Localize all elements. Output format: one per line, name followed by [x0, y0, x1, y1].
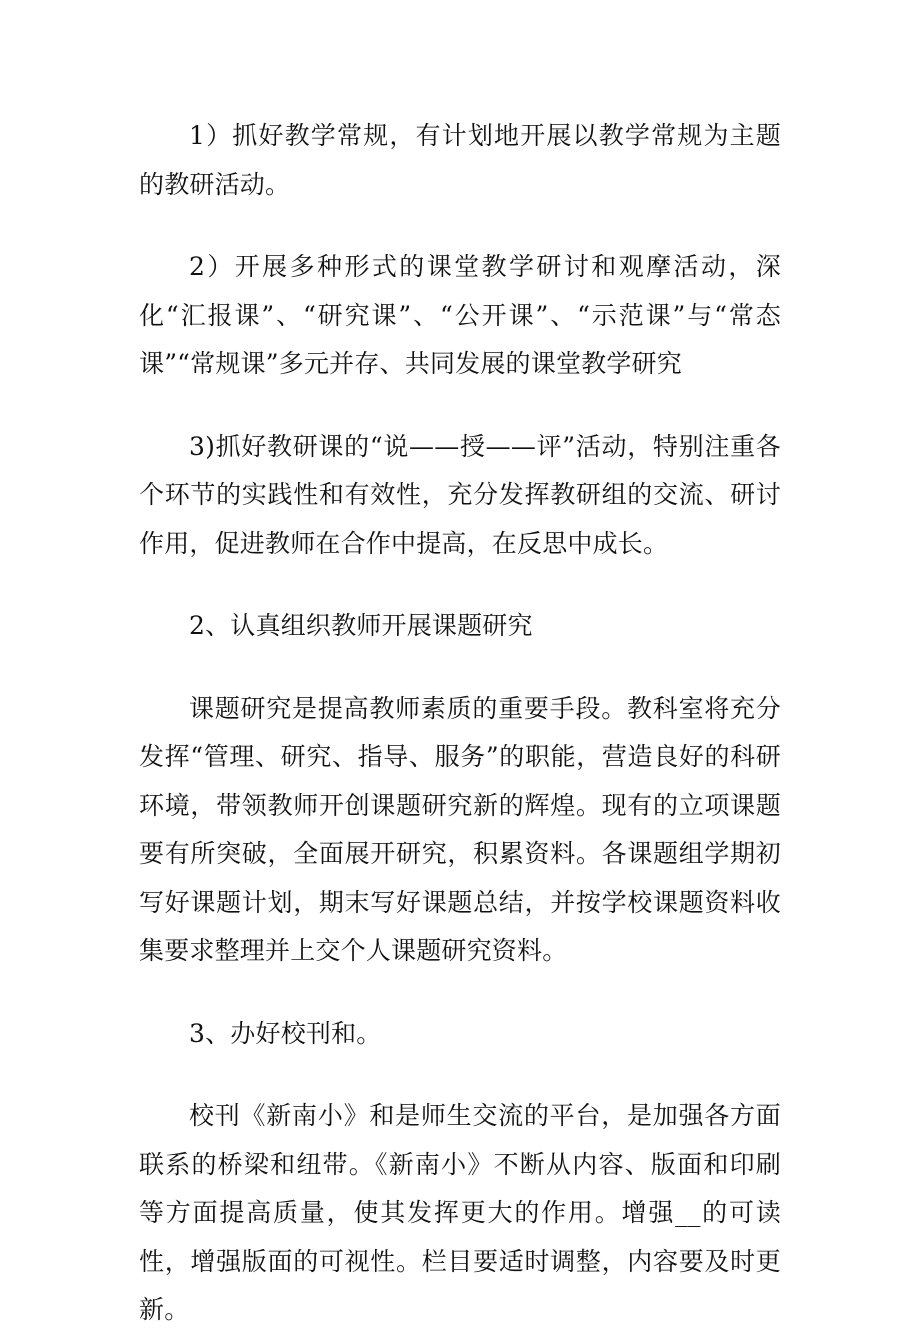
paragraph-item-1-teaching-routine: 1）抓好教学常规，有计划地开展以教学常规为主题的教研活动。: [139, 121, 781, 199]
paragraph-school-journal: 校刊《新南小》和是师生交流的平台，是加强各方面联系的桥梁和纽带。《新南小》不断从内容、版面和印刷等方面提高质量，使其发挥更大的作用。增强__的可读性，增强版面的可视性。栏目要适时调整，内容要及时更新。: [139, 1101, 781, 1324]
section-heading-topic-research: 2、认真组织教师开展课题研究: [189, 611, 533, 640]
paragraph-item-2-classroom-seminars: 2）开展多种形式的课堂教学研讨和观摩活动，深化“汇报课”、“研究课”、“公开课”、“示范课”与“常态课”“常规课”多元并存、共同发展的课堂教学研究: [139, 252, 781, 378]
section-heading-school-journal: 3、办好校刊和。: [189, 1018, 382, 1048]
paragraph-item-3-research-lessons: 3)抓好教研课的“说——授——评”活动，特别注重各个环节的实践性和有效性，充分发挥教研组的交流、研讨作用，促进教师在合作中提高，在反思中成长。: [139, 431, 781, 558]
document-body: [139, 112, 781, 1335]
paragraph-topic-research: 课题研究是提高教师素质的重要手段。教科室将充分发挥“管理、研究、指导、服务”的职能，营造良好的科研环境，带领教师开创课题研究新的辉煌。现有的立项课题要有所突破，全面展开研究，积累资料。各课题组学期初写好课题计划，期末写好课题总结，并按学校课题资料收集要求整理并上交个人课题研究资料。: [139, 693, 781, 965]
